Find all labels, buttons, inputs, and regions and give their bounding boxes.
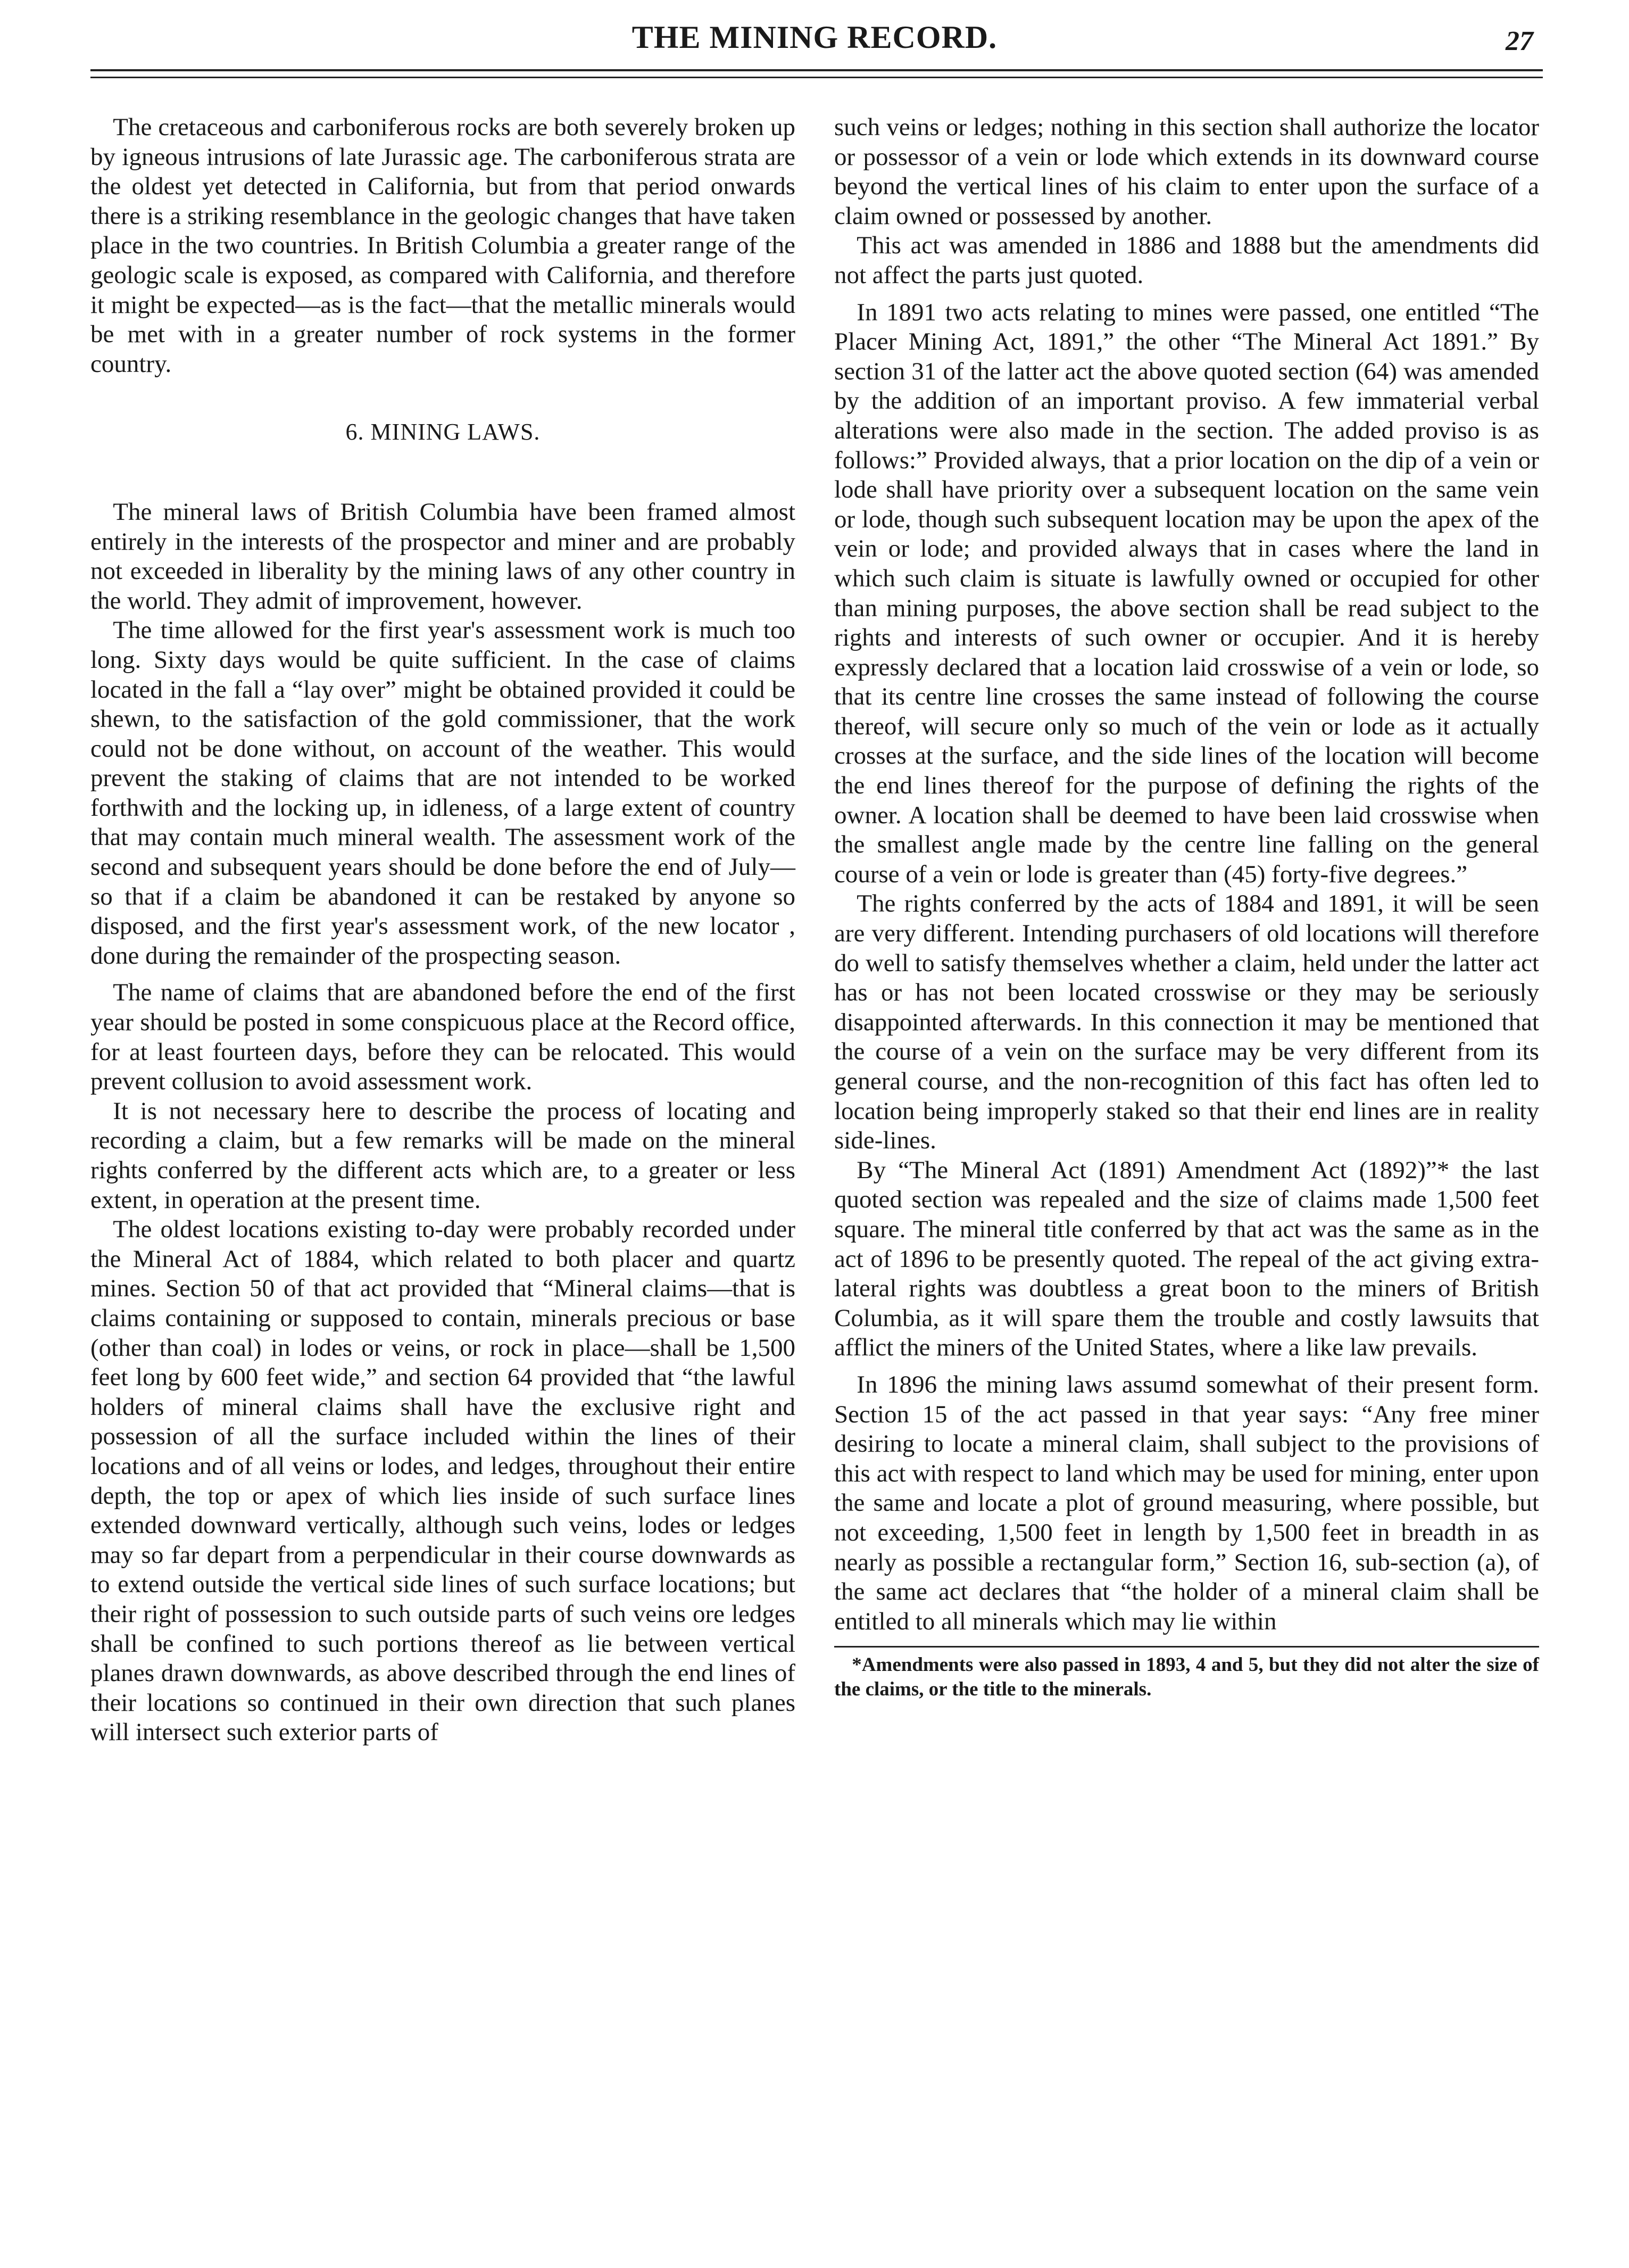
paragraph-rights-compared: The rights conferred by the acts of 1884 and 1891, it will be seen are very different. Intending purchasers of old locations will therefore do well to satisfy themselves whether a claim, held under the latter act has or has not been located crosswise or they may be seriously disappointed afterwards. In this connection it may be mentioned that the course of a vein on the surface may be very different from its general course, and the non-recognition of this fact has often led to location being improperly staked so that their end lines are in reality side-lines. <box>834 890 1539 1155</box>
paragraph-mineral-laws-intro: The mineral laws of British Columbia have been framed almost entirely in the interests of the prospector and miner and are probably not exceeded in liberality by the mining laws of any other country in the world. They admit of improvement, however. <box>90 498 795 615</box>
right-column <box>834 113 1539 1702</box>
paragraph-mineral-rights: It is not necessary here to describe the process of locating and recording a claim, but a few remarks will be made on the mineral rights conferred by the different acts which are, to a greater or less extent, in operation at the present time. <box>90 1097 795 1214</box>
paragraph-assessment-work: The time allowed for the first year's assessment work is much too long. Sixty days would be quite sufficient. In the case of claims located in the fall a “lay over” might be obtained provided it could be shewn, to the satisfaction of the gold commissioner, that the work could not be done without, on account of the weather. This would prevent the staking of claims that are not intended to be worked forthwith and the locking up, in idleness, of a large extent of country that may contain much mineral wealth. The assessment work of the second and subsequent years should be done before the end of July—so that if a claim be abandoned it can be restaked by anyone so disposed, and the first year's assessment work, of the new locator , done during the remainder of the prospecting season. <box>90 616 795 970</box>
paragraph-geology: The cretaceous and carboniferous rocks are both severely broken up by igneous intrusions of late Jurassic age. The carboniferous strata are the oldest yet detected in California, but from that period onwards there is a striking resemblance in the geologic changes that have taken place in the two countries. In British Columbia a greater range of the geologic scale is exposed, as compared with California, and therefore it might be expected—as is the fact—that the metallic minerals would be met with in a greater number of rock systems in the former country. <box>90 113 795 378</box>
footnote: *Amendments were also passed in 1893, 4 and 5, but they did not alter the size of the claims, or the title to the minerals. <box>834 1654 1539 1701</box>
paragraph-acts-1891: In 1891 two acts relating to mines were passed, one entitled “The Placer Mining Act, 1891,” the other “The Mineral Act 1891.” By section 31 of the latter act the above quoted section (64) was amended by the addition of an important proviso. A few immaterial verbal alterations were also made in the section. The added proviso is as follows:” Provided always, that a prior location on the dip of a vein or lode shall have priority over a subsequent location on the same vein or lode, though such subsequent location may be upon the apex of the vein or lode; and provided always that in cases where the land in which such claim is situate is lawfully owned or occupied for other than mining purposes, the above section shall be read subject to the rights and interests of such owner or occupier. And it is hereby expressly declared that a location laid crosswise of a vein or lode, so that its centre line crosses the same instead of following the course thereof, will secure only so much of the vein or lode as it actually crosses at the surface, and the side lines of the location will become the end lines thereof for the purpose of defining the rights of the owner. A location shall be deemed to have been laid crosswise when the smallest angle made by the centre line falling on the general course of a vein or lode is greater than (45) forty-five degrees.” <box>834 298 1539 888</box>
left-column <box>90 113 795 1748</box>
paragraph-amendments-1886: This act was amended in 1886 and 1888 but the amendments did not affect the parts just quoted. <box>834 231 1539 289</box>
masthead-title: THE MINING RECORD. <box>631 20 998 55</box>
paragraph-continuation: such veins or ledges; nothing in this section shall authorize the locator or possessor of a vein or lode which extends in its downward course beyond the vertical lines of his claim to enter upon the surface of a claim owned or possessed by another. <box>834 113 1539 230</box>
paragraph-abandoned-claims: The name of claims that are abandoned before the end of the first year should be posted in some conspicuous place at the Record office, for at least fourteen days, before they can be relocated. This would prevent collusion to avoid assessment work. <box>90 979 795 1096</box>
paragraph-amendment-1892: By “The Mineral Act (1891) Amendment Act (1892)”* the last quoted section was repealed and the size of claims made 1,500 feet square. The mineral title conferred by that act was the same as in the act of 1896 to be presently quoted. The repeal of the act giving extra-lateral rights was doubtless a great boon to the miners of British Columbia, as it will spare them the trouble and costly lawsuits that afflict the miners of the United States, where a like law prevails. <box>834 1156 1539 1362</box>
footnote-rule <box>834 1646 1539 1648</box>
paragraph-laws-1896: In 1896 the mining laws assumd somewhat of their present form. Section 15 of the act passed in that year says: “Any free miner desiring to locate a mineral claim, shall subject to the provisions of this act with respect to land which may be used for mining, enter upon the same and locate a plot of ground measuring, where possible, but not exceeding, 1,500 feet in length by 1,500 feet in breadth in as nearly as possible a rectangular form,” Section 16, sub-section (a), of the same act declares that “the holder of a mineral claim shall be entitled to all minerals which may lie within <box>834 1370 1539 1635</box>
header-rule-thick <box>90 69 1543 71</box>
header-rule-thin <box>90 77 1543 78</box>
paragraph-act-1884: The oldest locations existing to-day were probably recorded under the Mineral Act of 1884, which related to both placer and quartz mines. Section 50 of that act provided that “Mineral claims—that is claims containing or supposed to contain, minerals precious or base (other than coal) in lodes or veins, or rock in place—shall be 1,500 feet long by 600 feet wide,” and section 64 provided that “the lawful holders of mineral claims shall have the exclusive right and possession of all the surface included within the lines of their locations and of all veins or lodes, and ledges, throughout their entire depth, the top or apex of which lies inside of such surface lines extended downward vertically, although such veins, lodes or ledges may so far depart from a perpendicular in their course downwards as to extend outside the vertical side lines of such surface locations; but their right of possession to such outside parts of such veins ore ledges shall be confined to such portions thereof as lie between vertical planes drawn downwards, as above described through the end lines of their locations so continued in their own direction that such planes will intersect such exterior parts of <box>90 1215 795 1746</box>
page-number: 27 <box>1506 26 1533 56</box>
section-heading: 6. MINING LAWS. <box>345 419 541 445</box>
